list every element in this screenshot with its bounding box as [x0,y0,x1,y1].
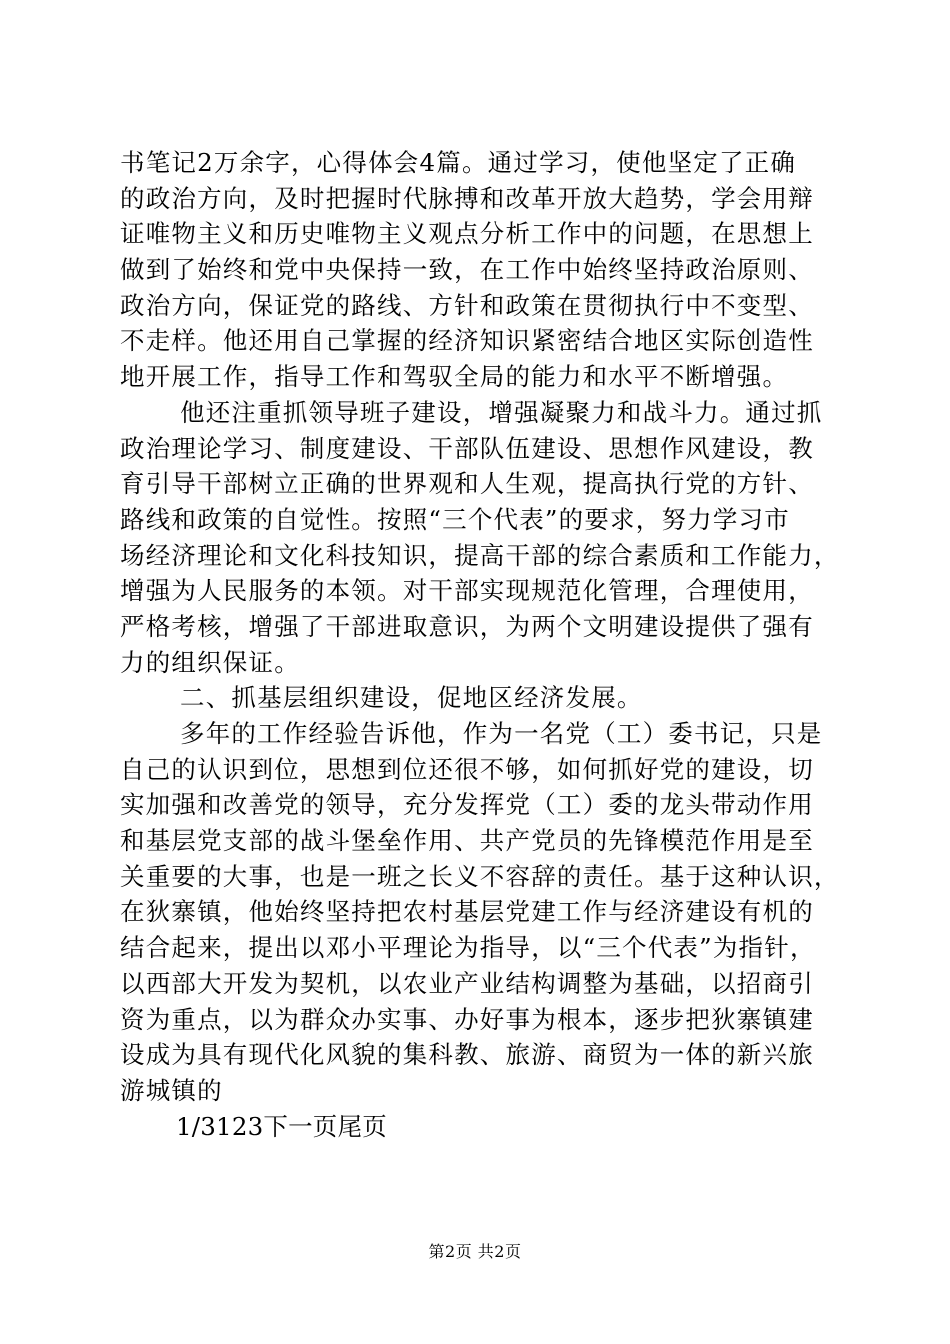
text-line: 多年的工作经验告诉他，作为一名党（工）委书记，只是 [180,719,823,748]
text-line: 以西部大开发为契机，以农业产业结构调整为基础，以招商引 [120,968,814,998]
document-lines [120,145,840,1109]
text-line: 路线和政策的自觉性。按照“三个代表”的要求，努力学习市 [120,504,790,534]
text-line: 政治方向，保证党的路线、方针和政策在贯彻执行中不变型、 [120,290,814,320]
text-line: 增强为人民服务的本领。对干部实现规范化管理，合理使用， [120,576,814,606]
text-line: 和基层党支部的战斗堡垒作用、共产党员的先锋模范作用是至 [120,826,814,856]
page-number-footer: 第2页 共2页 [428,1242,522,1261]
text-line: 书笔记2万余字，心得体会4篇。通过学习，使他坚定了正确 [120,148,797,177]
text-line: 关重要的大事，也是一班之长义不容辞的责任。基于这种认识， [120,861,840,891]
text-line: 的政治方向，及时把握时代脉搏和改革开放大趋势，学会用辩 [120,183,814,213]
document-body [120,145,840,1144]
text-line: 资为重点，以为群众办实事、办好事为根本，逐步把狄寨镇建 [120,1004,814,1034]
text-line: 力的组织保证。 [120,647,300,677]
text-line: 他还注重抓领导班子建设，增强凝聚力和战斗力。通过抓 [180,397,823,427]
text-line: 设成为具有现代化风貌的集科教、旅游、商贸为一体的新兴旅 [120,1040,814,1070]
text-line: 场经济理论和文化科技知识，提高干部的综合素质和工作能力， [120,540,840,570]
text-line: 在狄寨镇，他始终坚持把农村基层党建工作与经济建设有机的 [120,897,814,927]
text-line: 不走样。他还用自己掌握的经济知识紧密结合地区实际创造性 [120,326,814,356]
text-line: 政治理论学习、制度建设、干部队伍建设、思想作风建设，教 [120,433,814,463]
pagination-links[interactable]: 1/3123下一页尾页 [176,1111,387,1141]
text-line: 育引导干部树立正确的世界观和人生观，提高执行党的方针、 [120,469,814,499]
text-line: 自己的认识到位，思想到位还很不够，如何抓好党的建设，切 [120,754,814,784]
text-line: 实加强和改善党的领导，充分发挥党（工）委的龙头带动作用 [120,790,814,820]
text-line: 二、抓基层组织建设，促地区经济发展。 [180,683,643,713]
text-line: 地开展工作，指导工作和驾驭全局的能力和水平不断增强。 [120,362,789,392]
text-line: 严格考核，增强了干部进取意识，为两个文明建设提供了强有 [120,611,814,641]
text-line: 结合起来，提出以邓小平理论为指导，以“三个代表”为指针， [120,933,816,963]
text-line: 证唯物主义和历史唯物主义观点分析工作中的问题，在思想上 [120,219,814,249]
text-line: 游城镇的 [120,1075,223,1105]
text-line: 做到了始终和党中央保持一致，在工作中始终坚持政治原则、 [120,255,814,285]
